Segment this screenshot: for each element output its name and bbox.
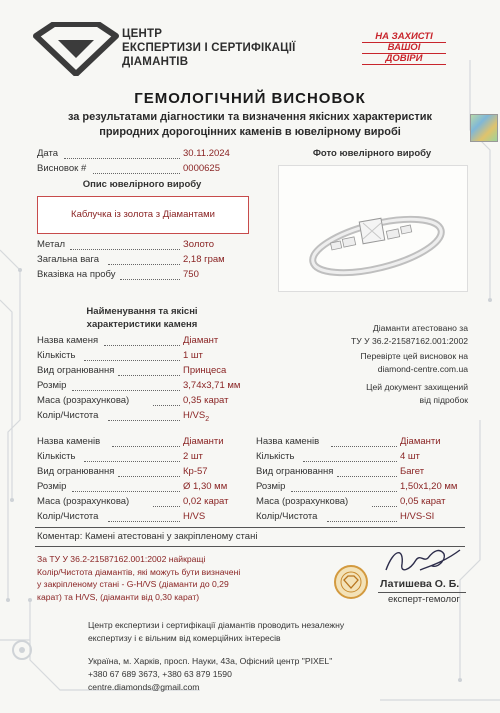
stones-right-dots (327, 521, 397, 522)
expert-name: Латишева О. Б. (380, 578, 460, 590)
attest-line1: Діаманти атестовано за (372, 323, 468, 333)
date-value: 30.11.2024 (183, 148, 230, 159)
stones-right-label: Вид огранювання (256, 466, 334, 477)
main-stone-value: 1 шт (183, 350, 203, 361)
document-subtitle-line1: за результатами діагностики та визначення якісних характеристик (67, 111, 433, 123)
slogan-line3: ДОВІРИ (362, 54, 446, 65)
attestation-block (286, 322, 468, 406)
document-title: ГЕМОЛОГІЧНИЙ ВИСНОВОК (134, 90, 366, 107)
stones-left-value: Кр-57 (183, 466, 208, 477)
item-description-box (37, 196, 249, 234)
stones-left-value: 2 шт (183, 451, 203, 462)
footer-address: Україна, м. Харків, просп. Науки, 43а, Офісний центр "PIXEL" (88, 656, 333, 666)
conclusion-number-label: Висновок # (37, 163, 87, 174)
item-field-label: Загальна вага (37, 254, 99, 265)
stones-right-dots (372, 506, 397, 507)
stones-heading-line2: характеристики каменя (86, 319, 198, 330)
main-stone-dots (108, 420, 180, 421)
date-label: Дата (37, 148, 59, 159)
note-block (37, 553, 327, 603)
seal-stamp-icon (333, 564, 369, 600)
ring-photo (278, 165, 468, 292)
item-description-heading: Опис ювелірного виробу (82, 179, 202, 190)
footer-email[interactable]: centre.diamonds@gmail.com (88, 682, 200, 692)
attest-line5: Цей документ захищений (366, 382, 468, 392)
slogan (362, 32, 446, 65)
main-stone-dots (118, 375, 180, 376)
main-stone-value: Принцеса (183, 365, 227, 376)
attest-line3: Перевірте цей висновок на (360, 351, 468, 361)
signature-line (378, 592, 466, 593)
slogan-line2: ВАШОЇ (362, 43, 446, 54)
main-stone-dots (104, 345, 180, 346)
item-field-label: Вказівка на пробу (37, 269, 116, 280)
stones-right-dots (337, 476, 397, 477)
stones-left-dots (112, 446, 180, 447)
main-stone-label: Маса (розрахункова) (37, 395, 130, 406)
stones-left-value: Ø 1,30 мм (183, 481, 228, 492)
org-name-line2: ЕКСПЕРТИЗИ І СЕРТИФІКАЦІЇ (122, 42, 296, 54)
stones-right-dots (331, 446, 397, 447)
stones-left-dots (153, 506, 180, 507)
expert-signature-icon (380, 540, 465, 582)
stones-right-label: Кількість (256, 451, 295, 462)
item-description-text: Каблучка із золота з Діамантами (71, 209, 215, 220)
item-field-dots (120, 279, 180, 280)
main-stone-value: 0,35 карат (183, 395, 229, 406)
verify-link[interactable]: diamond-centre.com.ua (377, 363, 468, 374)
attest-line2: ТУ У 36.2-21587162.001:2002 (351, 335, 468, 346)
stones-right-label: Маса (розрахункова) (256, 496, 349, 507)
diamond-logo-icon (32, 22, 120, 76)
stones-right-label: Розмір (256, 481, 286, 492)
stones-right-value: 1,50х1,20 мм (400, 481, 458, 492)
main-stone-value: 3,74х3,71 мм (183, 380, 241, 391)
main-stone-label: Колір/Чистота (37, 410, 99, 421)
stones-left-dots (72, 491, 180, 492)
stones-left-label: Колір/Чистота (37, 511, 99, 522)
main-stone-label: Розмір (37, 380, 67, 391)
main-stone-label: Кількість (37, 350, 76, 361)
stones-right-dots (303, 461, 397, 462)
attest-line6: від підробок (419, 394, 468, 405)
main-stone-value (183, 410, 209, 423)
main-stone-clarity-sub: 2 (205, 415, 210, 423)
stones-left-dots (84, 461, 180, 462)
footer-phones: +380 67 689 3673, +380 63 879 1590 (88, 669, 232, 679)
document-subtitle-line2: природних дорогоцінних каменів в ювелірному виробі (99, 126, 401, 138)
item-field-dots (70, 249, 180, 250)
comment-divider (35, 527, 465, 528)
main-stone-dots (84, 360, 180, 361)
comment-text: Коментар: Камені атестовані у закріпленому стані (37, 531, 258, 542)
stones-left-dots (108, 521, 180, 522)
stones-left-label: Маса (розрахункова) (37, 496, 130, 507)
stones-right-value: Багет (400, 466, 425, 477)
stones-right-label: Колір/Чистота (256, 511, 318, 522)
main-stone-dots (72, 390, 180, 391)
hologram-sticker-icon (470, 114, 498, 142)
stones-left-dots (118, 476, 180, 477)
stones-right-value: H/VS-SI (400, 511, 435, 522)
item-field-value: 2,18 грам (183, 254, 225, 265)
item-field-value: 750 (183, 269, 199, 280)
stones-left-value: H/VS (183, 511, 206, 522)
stones-right-label: Назва каменів (256, 436, 320, 447)
main-stone-clarity: H/VS (183, 410, 206, 421)
main-stone-label: Вид огранювання (37, 365, 115, 376)
photo-label: Фото ювелірного виробу (312, 148, 432, 159)
number-dots (93, 173, 180, 174)
item-field-label: Метал (37, 239, 66, 250)
stones-left-value: Діаманти (183, 436, 224, 447)
org-name-line3: ДІАМАНТІВ (122, 56, 189, 68)
stones-heading-line1: Найменування та якісні (86, 306, 198, 317)
date-dots (64, 158, 180, 159)
footer-line2: експертизу і є вільним від комерційних інтересів (88, 633, 281, 643)
stones-right-value: Діаманти (400, 436, 441, 447)
note-line1: За ТУ У 36.2-21587162.001:2002 найкращі (37, 554, 206, 564)
stones-left-value: 0,02 карат (183, 496, 229, 507)
note-line2: Колір/Чистота діамантів, які можуть бути визначені (37, 566, 241, 577)
item-field-dots (108, 264, 180, 265)
footer-line1: Центр експертизи і сертифікації діамантів проводить незалежну (88, 620, 345, 630)
main-stone-dots (153, 405, 180, 406)
main-stone-label: Назва каменя (37, 335, 99, 346)
stones-right-dots (291, 491, 397, 492)
conclusion-number-value: 0000625 (183, 163, 220, 174)
stones-left-label: Назва каменів (37, 436, 101, 447)
stones-left-label: Кількість (37, 451, 76, 462)
ring-image (279, 166, 467, 291)
main-stone-value: Діамант (183, 335, 219, 346)
stones-left-label: Вид огранювання (37, 466, 115, 477)
stones-right-value: 0,05 карат (400, 496, 446, 507)
slogan-line1: НА ЗАХИСТІ (362, 32, 446, 43)
expert-role: експерт-гемолог (388, 594, 460, 605)
note-line3: у закріпленому стані - G-H/VS (діаманти до 0,29 (37, 579, 229, 589)
footer-block (88, 619, 448, 694)
org-name-line1: ЦЕНТР (122, 28, 163, 40)
note-line4: карат) та H/VS, (діаманти від 0,30 карат) (37, 591, 200, 602)
stones-left-label: Розмір (37, 481, 67, 492)
stones-right-value: 4 шт (400, 451, 420, 462)
item-field-value: Золото (183, 239, 215, 250)
